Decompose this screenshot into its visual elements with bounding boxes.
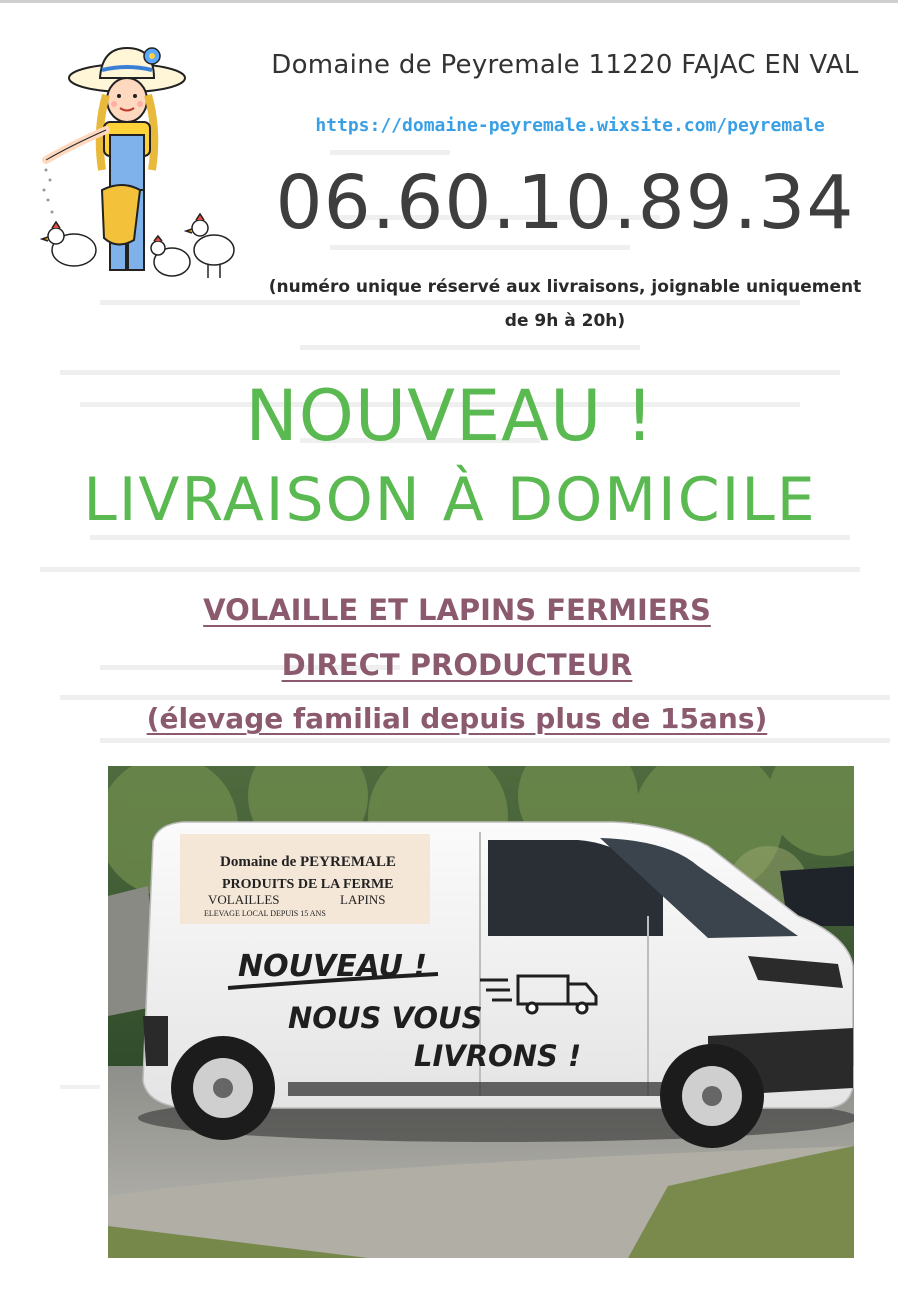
- van-panel-title: Domaine de PEYREMALE: [220, 854, 396, 870]
- van-slogan-deliver: LIVRONS !: [414, 1039, 582, 1073]
- headline-home-delivery: LIVRAISON À DOMICILE: [83, 465, 817, 535]
- page-top-edge: [0, 0, 898, 3]
- farmer-girl-illustration: [32, 40, 242, 300]
- subheading-products: VOLAILLE ET LAPINS FERMIERS: [203, 593, 711, 627]
- delivery-phone-number[interactable]: 06.60.10.89.34: [275, 160, 855, 246]
- delivery-van-photo: [108, 766, 854, 1258]
- website-link[interactable]: https://domaine-peyremale.wixsite.com/peyremale: [315, 115, 825, 136]
- van-slogan-we: NOUS VOUS: [288, 1001, 483, 1035]
- van-panel-left: VOLAILLES: [208, 892, 280, 907]
- subheading-family-farming: (élevage familial depuis plus de 15ans): [146, 702, 768, 735]
- phone-note-line2: de 9h à 20h): [504, 311, 626, 331]
- subheading-direct-producer: DIRECT PRODUCTEUR: [281, 648, 633, 682]
- van-panel-small: ELEVAGE LOCAL DEPUIS 15 ANS: [204, 909, 326, 918]
- phone-note: [240, 270, 890, 338]
- phone-note-line1: (numéro unique réservé aux livraisons, joignable uniquement: [268, 277, 862, 297]
- van-slogan-new: NOUVEAU !: [238, 949, 428, 984]
- farm-address: Domaine de Peyremale 11220 FAJAC EN VAL: [271, 50, 859, 80]
- van-panel-sub: PRODUITS DE LA FERME: [222, 877, 394, 892]
- van-panel-right: LAPINS: [340, 892, 386, 907]
- headline-new: NOUVEAU !: [245, 375, 655, 457]
